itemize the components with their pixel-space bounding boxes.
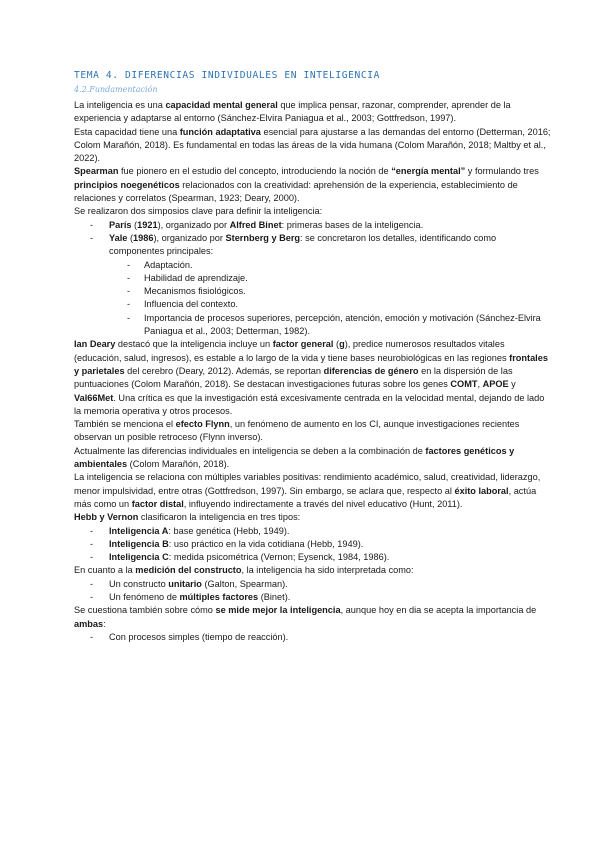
list-item: - Importancia de procesos superiores, percepción, atención, emoción y motivación (Sánchez-Elvira Paniagua et al., 2003; Detterman, 1982). xyxy=(74,312,552,339)
list-item: - Con procesos simples (tiempo de reacción). xyxy=(74,631,552,644)
intelligence-types-list xyxy=(74,525,552,565)
list-item: - Inteligencia C: medida psicométrica (Vernon; Eysenck, 1984, 1986). xyxy=(74,551,552,564)
paragraph-definition: La inteligencia es una capacidad mental general que implica pensar, razonar, comprender, aprender de la experiencia y adaptarse al entorno (Sánchez-Elvira Paniagua et al., 2003; Gottfredson, 1997). xyxy=(74,100,511,124)
symposia-list xyxy=(74,219,552,339)
list-item: - Inteligencia B: uso práctico en la vida cotidiana (Hebb, 1949). xyxy=(74,538,552,551)
components-list xyxy=(109,259,552,339)
document-body xyxy=(74,99,552,644)
list-item: - Inteligencia A: base genética (Hebb, 1949). xyxy=(74,525,552,538)
measurement-list xyxy=(74,578,552,605)
paragraph-deary: Ian Deary destacó que la inteligencia incluye un factor general (g), predice numerosos resultados vitales (educación, salud, ingresos), es estable a lo largo de la vida y tiene bases neurobiológicas en las regiones frontales y parietales del cerebro (Deary, 2012). Además, se reportan diferencias de género en la dispersión de las puntuaciones (Colom Marañón, 2018). Se destacan investigaciones futuras sobre los genes COMT, APOE y Val66Met. Una crítica es que la investigación está excesivamente centrada en la velocidad mental, dejando de lado la memoria operativa y otros procesos. xyxy=(74,339,548,416)
list-item: - Un fenómeno de múltiples factores (Binet). xyxy=(74,591,552,604)
list-item-yale: - Yale (1986), organizado por Sternberg y Berg: se concretaron los detalles, identificando como componentes principales: - Adaptación. - Habilidad de aprendizaje. - Mecanismos fisiológicos. - Influencia del contexto. - Importancia de procesos superiores, percepción, atención, emoción y motivación (Sánchez-Elvira Paniagua et al., 2003; Detterman, 1982). xyxy=(74,232,552,338)
list-item: - Adaptación. xyxy=(74,259,552,272)
paragraph-spearman: Spearman fue pionero en el estudio del concepto, introduciendo la noción de “energía mental” y formulando tres principios noegenéticos relacionados con la creatividad: aprehensión de la experiencia, establecimiento de relaciones y correlatos (Spearman, 1923; Deary, 2000). xyxy=(74,166,539,204)
list-item: - Mecanismos fisiológicos. xyxy=(74,285,552,298)
list-item: - Habilidad de aprendizaje. xyxy=(74,272,552,285)
processes-list xyxy=(74,631,552,644)
list-item: - Influencia del contexto. xyxy=(74,298,552,311)
paragraph-best-measure: Se cuestiona también sobre cómo se mide mejor la inteligencia, aunque hoy en dia se acepta la importancia de ambas: xyxy=(74,605,537,629)
paragraph-adaptive: Esta capacidad tiene una función adaptativa esencial para ajustarse a las demandas del entorno (Detterman, 2016; Colom Marañón, 2018). Es fundamental en todas las áreas de la vida humana (Colom Marañón, 2018; Maltby et al., 2022). xyxy=(74,126,551,164)
list-item-paris: - París (1921), organizado por Alfred Binet: primeras bases de la inteligencia. xyxy=(74,219,552,232)
section-subtitle: 4.2.Fundamentación xyxy=(74,85,158,94)
paragraph-flynn: También se menciona el efecto Flynn, un fenómeno de aumento en los CI, aunque investigaciones recientes observan un posible retroceso (Flynn inverso). xyxy=(74,419,520,443)
paragraph-factors: Actualmente las diferencias individuales en inteligencia se deben a la combinación de factores genéticos y ambientales (Colom Marañón, 2018). xyxy=(74,445,515,470)
paragraph-measurement: En cuanto a la medición del constructo, la inteligencia ha sido interpretada como: xyxy=(74,565,414,576)
paragraph-variables: La inteligencia se relaciona con múltiples variables positivas: rendimiento académico, salud, creatividad, liderazgo, menor impulsividad, entre otras (Gottfredson, 1997). Sin embargo, se aclara que, respecto al éxito laboral, actúa más como un factor distal, influyendo indirectamente a través del nivel educativo (Hunt, 2011). xyxy=(74,472,541,509)
document-title: TEMA 4. DIFERENCIAS INDIVIDUALES EN INTELIGENCIA xyxy=(74,70,381,81)
paragraph-symposia: Se realizaron dos simposios clave para definir la inteligencia: xyxy=(74,206,323,217)
paragraph-hebb-vernon: Hebb y Vernon clasificaron la inteligencia en tres tipos: xyxy=(74,512,301,523)
list-item: - Un constructo unitario (Galton, Spearman). xyxy=(74,578,552,591)
